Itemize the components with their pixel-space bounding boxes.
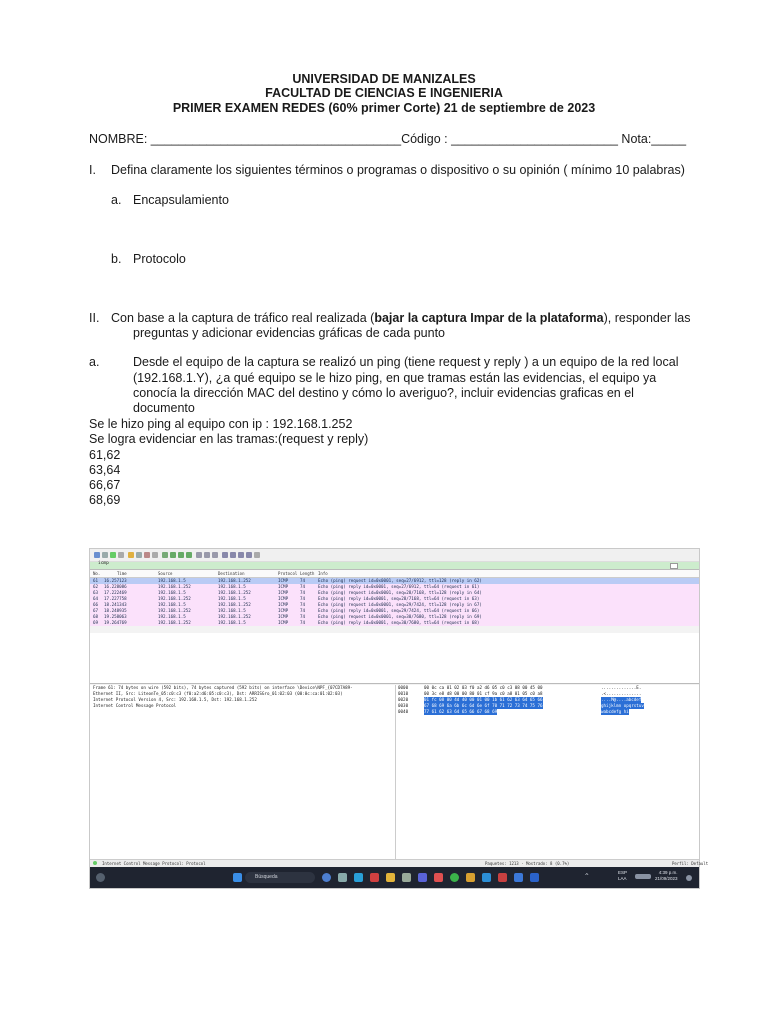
wireshark-toolbar	[90, 549, 699, 562]
zoom-icon	[222, 552, 228, 558]
hex-ascii: .<..............	[601, 691, 642, 696]
packet-len: 74	[300, 578, 306, 583]
packet-src: 192.168.1.252	[158, 596, 191, 601]
toolbar-icon	[102, 552, 108, 558]
packet-time: 17.227758	[104, 596, 127, 601]
taskbar-clock[interactable]	[655, 870, 678, 882]
packet-time: 16.228086	[104, 584, 127, 589]
windows-taskbar	[90, 867, 699, 888]
packet-src: 192.168.1.252	[158, 584, 191, 589]
faculty-name: FACULTAD DE CIENCIAS E INGENIERIA	[265, 86, 503, 100]
status-icon	[93, 861, 97, 865]
hex-bytes: 00 0c ca 01 02 03 f0 a2 d6 05 c0 c3 08 00 45 00	[424, 685, 543, 690]
packet-proto: ICMP	[278, 590, 289, 595]
zoom-icon	[238, 552, 244, 558]
app-icon[interactable]	[370, 873, 379, 882]
packet-no: 66	[93, 602, 99, 607]
packet-time: 17.222469	[104, 590, 127, 595]
packet-info: Echo (ping) reply id=0x0001, seq=27/6912, ttl=64 (request in 61)	[318, 584, 480, 589]
toolbar-icon	[212, 552, 218, 558]
item-b-text: Protocolo	[133, 252, 186, 266]
clock-date: 21/09/2023	[655, 876, 678, 881]
app-icon[interactable]	[498, 873, 507, 882]
packet-details-pane	[90, 685, 396, 861]
packet-src: 192.168.1.252	[158, 608, 191, 613]
packet-info: Echo (ping) reply id=0x0001, seq=30/7680, ttl=64 (request in 68)	[318, 620, 480, 625]
packet-len: 74	[300, 614, 306, 619]
detail-row: Frame 61: 74 bytes on wire (592 bits), 74 bytes captured (592 bits) on interface \Device\NPF_{07CD7A89-	[93, 685, 353, 690]
item-2a-marker: a.	[89, 355, 100, 369]
wifi-volume-battery-icon[interactable]	[635, 874, 651, 879]
hex-bytes: 00 3c e8 d8 00 00 80 01 cf 9a c0 a8 01 05 c0 a8	[424, 691, 543, 696]
packet-dst: 192.168.1.5	[218, 584, 246, 589]
packet-info: Echo (ping) request id=0x0001, seq=29/7424, ttl=128 (reply in 67)	[318, 602, 482, 607]
search-icon	[162, 552, 168, 558]
form-line: NOMBRE: ____________________________________Código : ________________________ Nota:_____	[89, 132, 687, 146]
column-length: Length	[300, 571, 315, 576]
packet-time: 18.241343	[104, 602, 127, 607]
university-name: UNIVERSIDAD DE MANIZALES	[292, 72, 476, 86]
packet-no: 64	[93, 596, 99, 601]
zoom-icon	[246, 552, 252, 558]
arrow-icon	[186, 552, 192, 558]
app-icon[interactable]	[322, 873, 331, 882]
packet-info: Echo (ping) request id=0x0001, seq=28/7168, ttl=128 (reply in 64)	[318, 590, 482, 595]
taskbar-search-box[interactable]	[245, 872, 315, 883]
packet-len: 74	[300, 590, 306, 595]
hex-offset: 0030	[398, 703, 409, 708]
column-protocol: Protocol	[278, 571, 298, 576]
app-icon[interactable]	[418, 873, 427, 882]
section2-text-post: ), responder las	[603, 311, 691, 325]
app-icon[interactable]	[482, 873, 491, 882]
arrow-icon	[178, 552, 184, 558]
column-no: No.	[93, 571, 101, 576]
packet-info: Echo (ping) reply id=0x0001, seq=29/7424, ttl=64 (request in 66)	[318, 608, 480, 613]
status-packets: Paquetes: 1213 · Mostrado: 8 (0.7%)	[485, 861, 570, 866]
toolbar-icon	[254, 552, 260, 558]
folder-icon[interactable]	[386, 873, 395, 882]
packet-src: 192.168.1.5	[158, 602, 186, 607]
answer-line: Se le hizo ping al equipo con ip : 192.168.1.252	[89, 417, 353, 431]
packet-proto: ICMP	[278, 614, 289, 619]
toolbar-icon	[204, 552, 210, 558]
clock-time: 4:39 p.m.	[658, 870, 678, 875]
app-icon[interactable]	[434, 873, 443, 882]
packet-len: 74	[300, 584, 306, 589]
item-2a-line4: documento	[133, 401, 195, 415]
packet-info: Echo (ping) reply id=0x0001, seq=28/7168, ttl=64 (request in 63)	[318, 596, 480, 601]
folder-icon	[128, 552, 134, 558]
weather-icon[interactable]	[96, 873, 105, 882]
display-filter-value: icmp	[98, 561, 109, 566]
arrow-icon	[170, 552, 176, 558]
hex-bytes: 01 fc 08 00 4d 40 00 01 00 1b 61 62 63 64 65 66	[424, 697, 543, 702]
section2-text-bold: bajar la captura Impar de la plataforma	[374, 311, 604, 325]
toolbar-icon	[110, 552, 116, 558]
hex-offset: 0010	[398, 691, 409, 696]
packet-proto: ICMP	[278, 608, 289, 613]
answer-line: Se logra evidenciar en las tramas:(request y reply)	[89, 432, 369, 446]
language-code: ESP	[618, 870, 628, 875]
filter-apply-icon	[670, 563, 678, 569]
chrome-icon[interactable]	[450, 873, 459, 882]
packet-len: 74	[300, 620, 306, 625]
hex-bytes: 77 61 62 63 64 65 66 67 68 69	[424, 709, 498, 714]
wireshark-icon[interactable]	[514, 873, 523, 882]
toolbar-icon	[196, 552, 202, 558]
packet-list-header	[90, 570, 699, 578]
packet-src: 192.168.1.5	[158, 590, 186, 595]
chevron-up-icon[interactable]: ^	[585, 873, 589, 880]
status-profile: Perfil: Default	[672, 861, 709, 866]
app-icon[interactable]	[466, 873, 475, 882]
packet-list-empty-area	[90, 633, 699, 684]
item-b-marker: b.	[111, 252, 122, 266]
hex-offset: 0000	[398, 685, 409, 690]
packet-len: 74	[300, 608, 306, 613]
item-2a-line3: conocía la dirección MAC del destino y cómo lo averiguo?, incluir evidencias graficas en el	[133, 386, 634, 400]
windows-start-icon[interactable]	[233, 873, 242, 882]
section2-line2: preguntas y adicionar evidencias gráficas de cada punto	[133, 326, 446, 340]
packet-time: 16.257123	[104, 578, 127, 583]
packet-src: 192.168.1.5	[158, 578, 186, 583]
exam-title: PRIMER EXAMEN REDES (60% primer Corte) 21 de septiembre de 2023	[172, 101, 596, 115]
packet-dst: 192.168.1.252	[218, 578, 251, 583]
packet-dst: 192.168.1.252	[218, 614, 251, 619]
packet-proto: ICMP	[278, 584, 289, 589]
packet-len: 74	[300, 596, 306, 601]
answer-line: 66,67	[89, 478, 121, 492]
language-indicator[interactable]	[618, 870, 627, 882]
packet-no: 68	[93, 614, 99, 619]
item-a-text: Encapsulamiento	[133, 193, 229, 207]
hex-bytes: 67 68 69 6a 6b 6c 6d 6e 6f 70 71 72 73 74 75 76	[424, 703, 543, 708]
packet-src: 192.168.1.5	[158, 614, 186, 619]
packet-len: 74	[300, 602, 306, 607]
status-left: Internet Control Message Protocol: Protocol	[102, 861, 206, 866]
toolbar-icon	[118, 552, 124, 558]
packet-dst: 192.168.1.5	[218, 608, 246, 613]
packet-proto: ICMP	[278, 578, 289, 583]
packet-info: Echo (ping) request id=0x0001, seq=30/7680, ttl=128 (reply in 69)	[318, 614, 482, 619]
taskbar-search-label: Búsqueda	[255, 874, 278, 880]
item-a-marker: a.	[111, 193, 122, 207]
packet-list	[90, 578, 699, 626]
packet-time: 19.258063	[104, 614, 127, 619]
section2-number: II.	[89, 311, 100, 325]
column-source: Source	[158, 571, 173, 576]
hex-offset: 0020	[398, 697, 409, 702]
detail-row: Ethernet II, Src: LiteonTe_05:c0:c3 (f0:a2:d6:05:c0:c3), Dst: ARRISGro_01:02:03 (00:0c:ca:01:02:03)	[93, 691, 343, 696]
packet-proto: ICMP	[278, 596, 289, 601]
packet-dst: 192.168.1.5	[218, 596, 246, 601]
display-filter-bar	[90, 562, 699, 570]
packet-info: Echo (ping) request id=0x0001, seq=27/6912, ttl=128 (reply in 62)	[318, 578, 482, 583]
region-code: LAA	[618, 876, 627, 881]
toolbar-icon	[144, 552, 150, 558]
packet-src: 192.168.1.252	[158, 620, 191, 625]
section2-line1	[111, 311, 690, 326]
toolbar-icon	[94, 552, 100, 558]
hex-ascii: ghijklmn opqrstuv	[601, 703, 644, 708]
item-2a-line2: (192.168.1.Y), ¿a qué equipo se le hizo ping, en que tramas están las evidencias, el equipo ya	[133, 371, 657, 385]
notification-icon[interactable]	[686, 875, 692, 881]
detail-row: Internet Protocol Version 4, Src: 192.168.1.5, Dst: 192.168.1.252	[93, 697, 257, 702]
zoom-icon	[230, 552, 236, 558]
column-destination: Destination	[218, 571, 245, 576]
hex-offset: 0040	[398, 709, 409, 714]
hex-ascii: ....M@....abcdef	[601, 697, 642, 702]
section1-number: I.	[89, 163, 96, 177]
app-icon[interactable]	[402, 873, 411, 882]
packet-dst: 192.168.1.252	[218, 590, 251, 595]
packet-no: 62	[93, 584, 99, 589]
column-time: Time	[117, 571, 127, 576]
packet-no: 69	[93, 620, 99, 625]
answer-line: 68,69	[89, 493, 121, 507]
toolbar-icon	[152, 552, 158, 558]
hex-ascii: wabcdefg hi	[601, 709, 629, 714]
status-bar	[90, 859, 709, 867]
column-info: Info	[318, 571, 328, 576]
app-icon[interactable]	[354, 873, 363, 882]
app-icon[interactable]	[338, 873, 347, 882]
packet-bytes-pane	[396, 685, 699, 861]
answer-line: 63,64	[89, 463, 121, 477]
packet-no: 61	[93, 578, 99, 583]
wireshark-screenshot	[89, 548, 709, 889]
packet-dst: 192.168.1.252	[218, 602, 251, 607]
packet-no: 67	[93, 608, 99, 613]
detail-row: Internet Control Message Protocol	[93, 703, 177, 708]
packet-no: 63	[93, 590, 99, 595]
app-icon[interactable]	[530, 873, 539, 882]
section2-text-pre: Con base a la captura de tráfico real realizada (	[111, 311, 375, 325]
packet-row[interactable]	[90, 620, 699, 626]
item-2a-line1: Desde el equipo de la captura se realizó un ping (tiene request y reply ) a un equipo de la red local	[133, 355, 679, 369]
packet-dst: 192.168.1.5	[218, 620, 246, 625]
packet-proto: ICMP	[278, 620, 289, 625]
packet-proto: ICMP	[278, 602, 289, 607]
answer-line: 61,62	[89, 448, 121, 462]
packet-time: 19.264769	[104, 620, 127, 625]
hex-row	[396, 709, 699, 715]
packet-time: 18.248935	[104, 608, 127, 613]
section1-text: Defina claramente los siguientes términos o programas o dispositivo o su opinión ( mínimo 10 palabras)	[111, 163, 685, 177]
hex-ascii: ..............E.	[601, 685, 642, 690]
toolbar-icon	[136, 552, 142, 558]
